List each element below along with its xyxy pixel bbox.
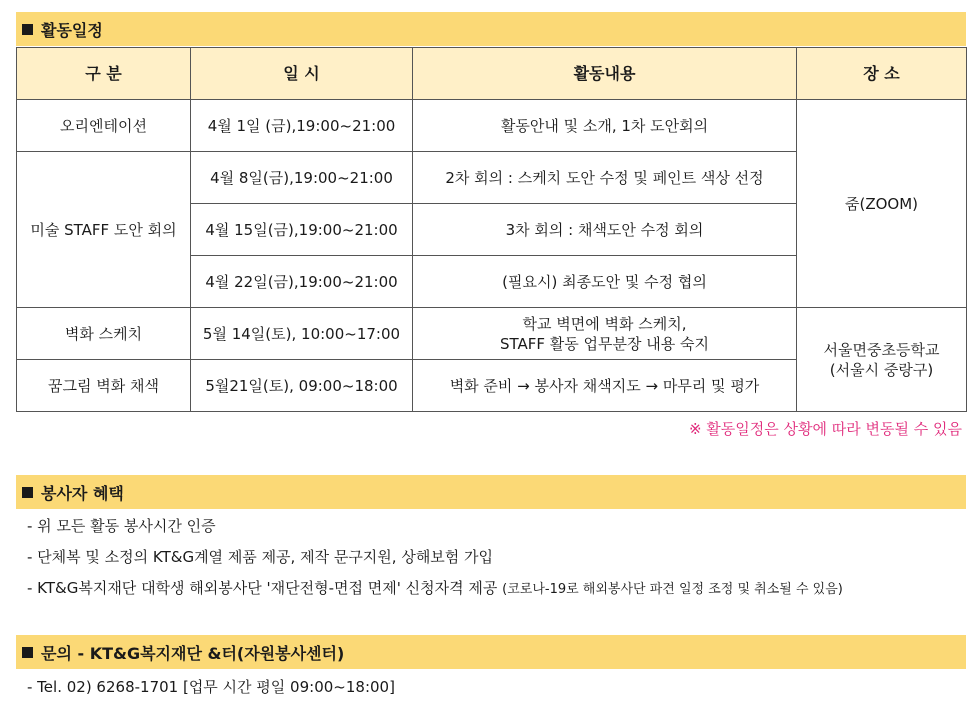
datetime-cell: 4월 15일(금),19:00~21:00 xyxy=(191,204,413,256)
square-bullet-icon xyxy=(22,24,33,35)
benefits-heading: 봉사자 혜택 xyxy=(41,483,124,503)
benefit-item-text: - KT&G복지재단 대학생 해외봉사단 '재단전형-면접 면제' 신청자격 제공 xyxy=(27,579,498,597)
datetime-cell: 4월 1일 (금),19:00~21:00 xyxy=(191,100,413,152)
datetime-cell: 4월 8일(금),19:00~21:00 xyxy=(191,152,413,204)
header-activity: 활동내용 xyxy=(413,48,797,100)
place-line: 서울면중초등학교 xyxy=(823,340,940,359)
header-datetime: 일 시 xyxy=(191,48,413,100)
category-cell: 꿈그림 벽화 채색 xyxy=(17,360,191,412)
benefit-item: - 위 모든 활동 봉사시간 인증 xyxy=(27,517,216,535)
activity-cell: 3차 회의 : 채색도안 수정 회의 xyxy=(413,204,797,256)
header-place: 장 소 xyxy=(797,48,967,100)
schedule-section-header xyxy=(16,12,966,46)
benefit-item xyxy=(27,577,843,598)
datetime-cell: 5월21일(토), 09:00~18:00 xyxy=(191,360,413,412)
contact-tel: - Tel. 02) 6268-1701 [업무 시간 평일 09:00~18:00] xyxy=(27,678,395,696)
datetime-cell: 4월 22일(금),19:00~21:00 xyxy=(191,256,413,308)
schedule-heading: 활동일정 xyxy=(41,20,103,40)
header-category: 구 분 xyxy=(17,48,191,100)
contact-heading: 문의 - KT&G복지재단 &터(자원봉사센터) xyxy=(41,643,345,663)
contact-section-header xyxy=(16,635,966,669)
activity-cell: 벽화 준비 → 봉사자 채색지도 → 마무리 및 평가 xyxy=(413,360,797,412)
table-header-row xyxy=(17,48,967,100)
category-cell: 벽화 스케치 xyxy=(17,308,191,360)
activity-line: STAFF 활동 업무분장 내용 숙지 xyxy=(499,334,709,353)
table-row xyxy=(17,308,967,360)
category-cell: 미술 STAFF 도안 회의 xyxy=(17,152,191,308)
square-bullet-icon xyxy=(22,647,33,658)
datetime-cell: 5월 14일(토), 10:00~17:00 xyxy=(191,308,413,360)
table-row xyxy=(17,100,967,152)
schedule-change-note: ※ 활동일정은 상황에 따라 변동될 수 있음 xyxy=(688,420,962,438)
place-line: (서울시 중랑구) xyxy=(829,360,934,379)
activity-cell xyxy=(413,308,797,360)
activity-line: 학교 벽면에 벽화 스케치, xyxy=(522,314,687,333)
square-bullet-icon xyxy=(22,487,33,498)
activity-cell: (필요시) 최종도안 및 수정 협의 xyxy=(413,256,797,308)
benefit-item: - 단체복 및 소정의 KT&G계열 제품 제공, 제작 문구지원, 상해보험 가입 xyxy=(27,548,494,566)
benefits-section-header xyxy=(16,475,966,509)
activity-cell: 2차 회의 : 스케치 도안 수정 및 페인트 색상 선정 xyxy=(413,152,797,204)
category-cell: 오리엔테이션 xyxy=(17,100,191,152)
benefit-item-footnote: (코로나-19로 해외봉사단 파견 일정 조정 및 취소될 수 있음) xyxy=(502,582,843,597)
place-cell-school xyxy=(797,308,967,412)
place-cell-online: 줌(ZOOM) xyxy=(797,100,967,308)
activity-cell: 활동안내 및 소개, 1차 도안회의 xyxy=(413,100,797,152)
schedule-table xyxy=(16,47,967,412)
